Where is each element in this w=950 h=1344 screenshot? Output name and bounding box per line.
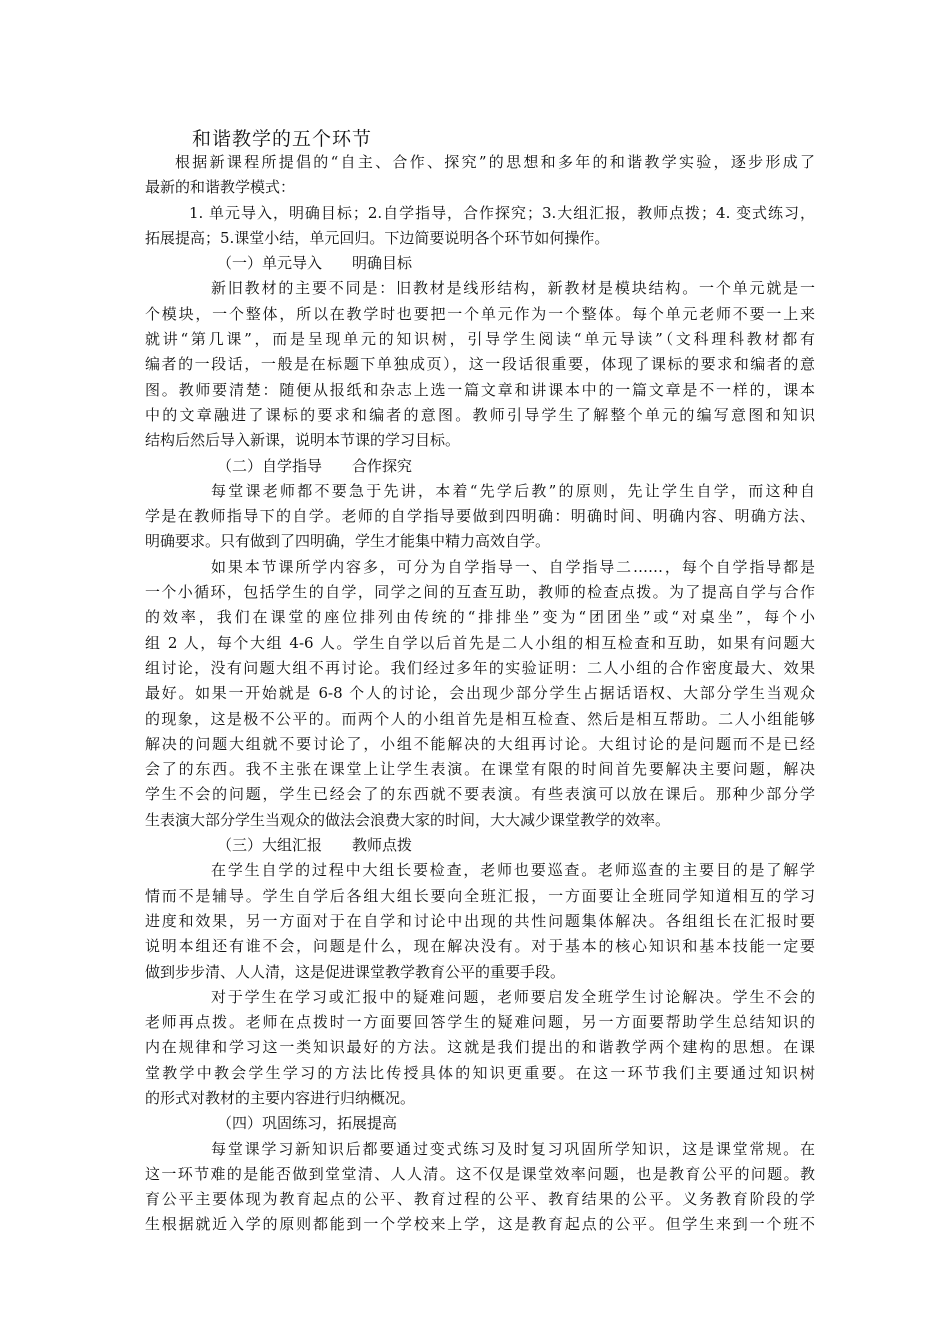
text-line: 对于学生在学习或汇报中的疑难问题，老师要启发全班学生讨论解决。学生不会的 <box>211 987 815 1006</box>
text-line: 情而不是辅导。学生自学后各组大组长要向全班汇报，一方面要让全班同学知道相互的学习 <box>145 886 815 905</box>
text-line: 在学生自学的过程中大组长要检查，老师也要巡查。老师巡查的主要目的是了解学 <box>211 861 815 880</box>
text-line: 生根据就近入学的原则都能到一个学校来上学，这是教育起点的公平。但学生来到一个班不 <box>145 1215 815 1234</box>
text-line: 新旧教材的主要不同是：旧教材是线形结构，新教材是模块结构。一个单元就是一 <box>211 279 815 298</box>
text-line: 进度和效果，另一方面对于在自学和讨论中出现的共性问题集体解决。各组组长在汇报时要 <box>145 911 815 930</box>
text-line: 明确要求。只有做到了四明确，学生才能集中精力高效自学。 <box>145 532 551 551</box>
text-line: 每堂课老师都不要急于先讲，本着“先学后教”的原则，先让学生自学，而这种自 <box>211 481 815 500</box>
text-line: 根据新课程所提倡的“自主、合作、探究”的思想和多年的和谐教学实验，逐步形成了 <box>175 153 815 171</box>
text-line: 学生不会的问题，学生已经会了的东西就不要表演。有些表演可以放在课后。那种少部分学 <box>145 785 815 804</box>
text-line: 一个小循环，包括学生的自学，同学之间的互查互助，教师的检查点拨。为了提高自学与合作 <box>145 583 815 602</box>
text-line: 的形式对教材的主要内容进行归纳概况。 <box>145 1088 416 1107</box>
section-heading: （二）自学指导 合作探究 <box>217 456 413 475</box>
text-line: 编者的一段话，一般是在标题下单独成页），这一段话很重要，体现了课标的要求和编者的意 <box>145 355 815 374</box>
text-line: 组 2 人，每个大组 4-6 人。学生自学以后首先是二人小组的相互检查和互助，如果有问题大 <box>145 633 815 652</box>
text-line: 堂教学中教会学生学习的方法比传授具体的知识更重要。在这一环节我们主要通过知识树 <box>145 1063 815 1082</box>
text-line: 做到步步清、人人清，这是促进课堂教学教育公平的重要手段。 <box>145 962 566 981</box>
text-line: 老师再点拨。老师在点拨时一方面要回答学生的疑难问题，另一方面要帮助学生总结知识的 <box>145 1013 815 1032</box>
text-line: 最好。如果一开始就是 6-8 个人的讨论，会出现少部分学生占据话语权、大部分学生当观众 <box>145 684 815 703</box>
text-line: 学是在教师指导下的自学。老师的自学指导要做到四明确：明确时间、明确内容、明确方法、 <box>145 507 815 526</box>
text-line: 内在规律和学习这一类知识最好的方法。这就是我们提出的和谐教学两个建构的思想。在课 <box>145 1038 815 1057</box>
document-title: 和谐教学的五个环节 <box>192 128 373 150</box>
text-line: 的现象，这是极不公平的。而两个人的小组首先是相互检查、然后是相互帮助。二人小组能够 <box>145 709 815 728</box>
document-body <box>145 150 815 1238</box>
text-line: 就讲“第几课”，而是呈现单元的知识树，引导学生阅读“单元导读”（文科理科教材都有 <box>145 330 815 349</box>
text-line: 这一环节难的是能否做到堂堂清、人人清。这不仅是课堂效率问题，也是教育公平的问题。教 <box>145 1164 815 1183</box>
text-line: 组讨论，没有问题大组不再讨论。我们经过多年的实验证明：二人小组的合作密度最大、效果 <box>145 658 815 677</box>
text-line: 的效率，我们在课堂的座位排列由传统的“排排坐”变为“团团坐”或“对桌坐”，每个小 <box>145 608 815 627</box>
section-heading: （三）大组汇报 教师点拨 <box>217 836 413 855</box>
section-heading: （四）巩固练习，拓展提高 <box>217 1114 398 1133</box>
text-line: 1. 单元导入，明确目标；2.自学指导，合作探究；3.大组汇报，教师点拨；4. 变式练习， <box>189 203 815 222</box>
text-line: 解决的问题大组就不要讨论了，小组不能解决的大组再讨论。大组讨论的是问题而不是已经 <box>145 734 815 753</box>
section-heading: （一）单元导入 明确目标 <box>217 254 413 273</box>
text-line: 拓展提高；5.课堂小结，单元回归。下边简要说明各个环节如何操作。 <box>145 228 610 247</box>
text-line: 结构后然后导入新课，说明本节课的学习目标。 <box>145 431 461 450</box>
text-line: 会了的东西。我不主张在课堂上让学生表演。在课堂有限的时间首先要解决主要问题，解决 <box>145 760 815 779</box>
text-line: 最新的和谐教学模式： <box>145 178 296 197</box>
text-line: 中的文章融进了课标的要求和编者的意图。教师引导学生了解整个单元的编写意图和知识 <box>145 405 815 424</box>
text-line: 如果本节课所学内容多，可分为自学指导一、自学指导二……，每个自学指导都是 <box>211 557 815 576</box>
text-line: 说明本组还有谁不会，问题是什么，现在解决没有。对于基本的核心知识和基本技能一定要 <box>145 937 815 956</box>
text-line: 个模块，一个整体，所以在教学时也要把一个单元作为一个整体。每个单元老师不要一上来 <box>145 304 815 323</box>
text-line: 生表演大部分学生当观众的做法会浪费大家的时间，大大减少课堂教学的效率。 <box>145 810 671 829</box>
text-line: 育公平主要体现为教育起点的公平、教育过程的公平、教育结果的公平。义务教育阶段的学 <box>145 1190 815 1209</box>
text-line: 每堂课学习新知识后都要通过变式练习及时复习巩固所学知识，这是课堂常规。在 <box>211 1139 815 1158</box>
text-line: 图。教师要清楚：随便从报纸和杂志上选一篇文章和讲课本中的一篇文章是不一样的，课本 <box>145 380 815 399</box>
